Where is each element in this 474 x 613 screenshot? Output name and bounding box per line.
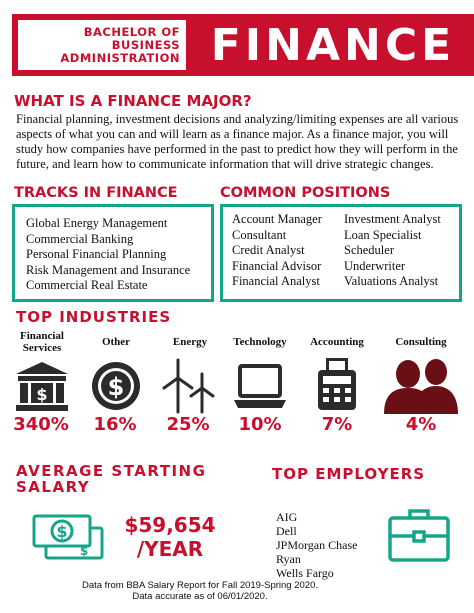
source-line: Data from BBA Salary Report for Fall 2019-Spring 2020. (81, 580, 319, 591)
list-item: Ryan (276, 552, 301, 566)
positions-column-1 (232, 212, 322, 290)
list-item: Financial Analyst (232, 274, 320, 288)
industry-label-consulting: Consulting (395, 336, 447, 348)
list-item: Commercial Real Estate (26, 278, 148, 292)
list-item: AIG (276, 510, 298, 524)
list-item: Dell (276, 524, 297, 538)
degree-line: ADMINISTRATION (60, 50, 180, 65)
list-item: Credit Analyst (232, 243, 305, 257)
svg-text:$: $ (36, 385, 48, 404)
degree-line: BACHELOR OF (83, 24, 180, 39)
list-item: Investment Analyst (344, 212, 441, 226)
wind-turbine-icon (160, 358, 216, 414)
source-line: Data accurate as of 06/01/2020. (132, 591, 268, 602)
svg-text:$: $ (107, 373, 125, 401)
calculator-icon (312, 356, 362, 412)
industry-label-technology: Technology (233, 336, 287, 348)
industry-pct-accounting: 7% (321, 414, 353, 435)
svg-text:$: $ (79, 544, 89, 558)
page-title: FINANCE (210, 19, 456, 71)
list-item: Personal Financial Planning (26, 247, 167, 261)
tracks-list (26, 216, 190, 294)
positions-heading: COMMON POSITIONS (220, 185, 391, 201)
list-item: Underwriter (344, 258, 406, 273)
list-item: Scheduler (344, 243, 394, 257)
industry-pct-financial-services: 340% (13, 414, 69, 435)
degree-line: BUSINESS (111, 37, 180, 52)
list-item: Account Manager (232, 212, 322, 226)
industry-label-energy: Energy (172, 336, 208, 348)
list-item: Commercial Banking (26, 231, 134, 246)
industry-pct-consulting: 4% (405, 414, 437, 435)
people-icon (384, 356, 460, 414)
list-item: Consultant (232, 227, 287, 242)
salary-heading-line: SALARY (16, 478, 91, 496)
laptop-icon (232, 362, 288, 410)
salary-value (122, 513, 218, 561)
employers-heading: TOP EMPLOYERS (272, 465, 426, 483)
salary-period: /YEAR (136, 537, 204, 561)
salary-heading-line: AVERAGE STARTING (16, 462, 207, 480)
degree-label (18, 20, 186, 70)
industry-label-other: Other (101, 336, 131, 348)
list-item: Global Energy Management (26, 216, 168, 230)
employers-list (276, 510, 357, 580)
salary-heading (16, 463, 206, 495)
source-note (20, 580, 380, 602)
industry-label-line: Services (22, 342, 62, 354)
industry-pct-energy: 25% (166, 414, 210, 435)
industry-label-accounting: Accounting (310, 336, 364, 348)
list-item: Risk Management and Insurance (26, 262, 191, 277)
briefcase-icon (386, 506, 452, 564)
industry-label-financial-services (12, 330, 72, 354)
list-item: Loan Specialist (344, 227, 422, 242)
intro-heading: WHAT IS A FINANCE MAJOR? (14, 92, 252, 110)
industry-pct-technology: 10% (238, 414, 282, 435)
dollar-coin-icon (90, 360, 142, 412)
bank-icon (14, 360, 70, 412)
cash-icon (30, 512, 106, 562)
positions-column-2 (344, 212, 441, 290)
industries-heading: TOP INDUSTRIES (16, 308, 172, 326)
svg-text:$: $ (56, 522, 68, 541)
industry-pct-other: 16% (93, 414, 137, 435)
intro-body: Financial planning, investment decisions and analyzing/limiting expenses are all various aspects of what you can and will learn as a finance major. As a finance major, you will study how companies have performed in the past to predict how they will perform in the future, and learn how to communicate information that will drive strategic changes. (16, 112, 459, 171)
industry-label-line: Financial (19, 330, 64, 342)
list-item: Valuations Analyst (344, 274, 439, 288)
salary-amount: $59,654 (124, 513, 216, 537)
list-item: JPMorgan Chase (276, 538, 358, 552)
list-item: Wells Fargo (276, 566, 334, 580)
tracks-heading: TRACKS IN FINANCE (14, 185, 178, 201)
list-item: Financial Advisor (232, 258, 322, 273)
